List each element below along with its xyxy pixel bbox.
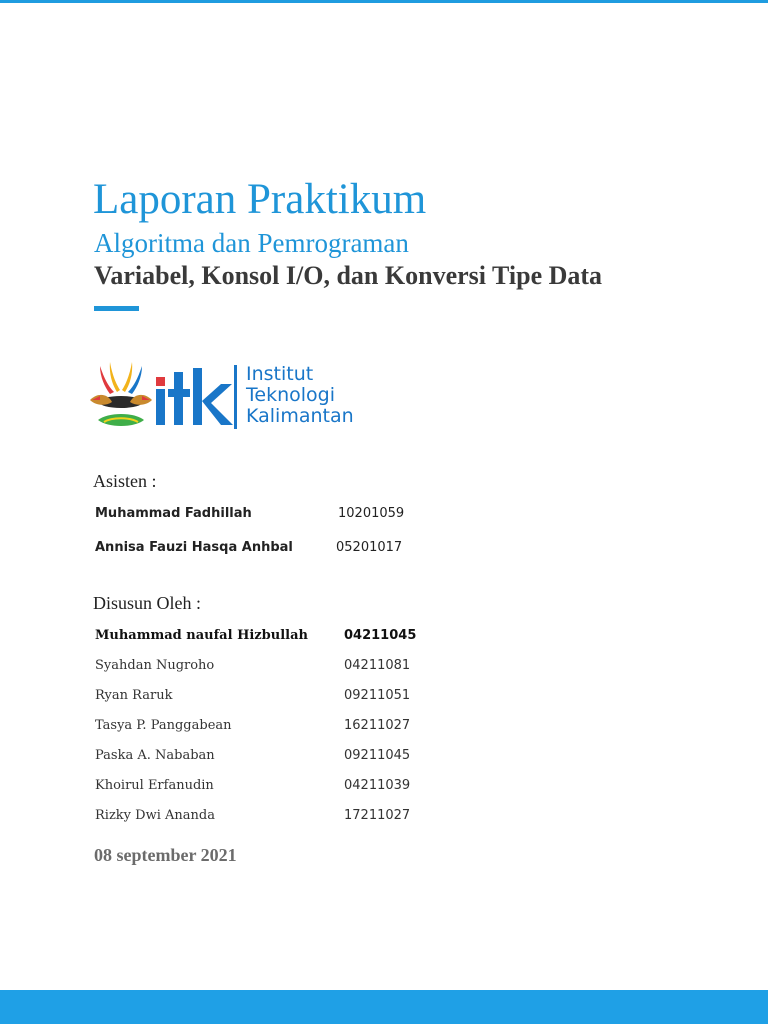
- author-name: Ryan Raruk: [95, 688, 173, 703]
- author-row: [95, 658, 435, 678]
- author-nim: 04211045: [344, 628, 417, 643]
- author-row: [95, 778, 435, 798]
- report-title: Laporan Praktikum: [93, 176, 427, 223]
- author-row: [95, 628, 435, 648]
- author-row: [95, 688, 435, 708]
- report-date: 08 september 2021: [94, 845, 237, 865]
- author-nim: 09211051: [344, 688, 411, 703]
- assistant-row: [95, 540, 435, 560]
- logo-line-teknologi: Teknologi: [246, 384, 335, 406]
- author-name: Tasya P. Panggabean: [95, 718, 232, 733]
- author-nim: 17211027: [344, 808, 411, 823]
- logo-divider: [234, 365, 237, 429]
- course-subtitle: Algoritma dan Pemrograman: [94, 228, 409, 258]
- itk-logo: [86, 356, 376, 438]
- author-row: [95, 718, 435, 738]
- accent-bar: [94, 306, 139, 311]
- author-nim: 04211081: [344, 658, 411, 673]
- author-name: Khoirul Erfanudin: [95, 778, 214, 793]
- assistant-name: Annisa Fauzi Hasqa Anhbal: [95, 540, 293, 555]
- top-border-line: [0, 0, 768, 3]
- author-name: Syahdan Nugroho: [95, 658, 215, 673]
- authors-title: Disusun Oleh :: [93, 593, 201, 613]
- author-name: Rizky Dwi Ananda: [95, 808, 215, 823]
- logo-line-institut: Institut: [246, 363, 314, 385]
- author-name: Muhammad naufal Hizbullah: [95, 628, 308, 643]
- assistant-name: Muhammad Fadhillah: [95, 506, 252, 521]
- itk-wordmark: [156, 368, 233, 425]
- assistant-nim: 05201017: [336, 540, 403, 555]
- author-name: Paska A. Nababan: [95, 748, 215, 763]
- author-nim: 09211045: [344, 748, 411, 763]
- author-row: [95, 748, 435, 768]
- assistant-nim: 10201059: [338, 506, 405, 521]
- itk-emblem-icon: [90, 362, 152, 426]
- author-nim: 04211039: [344, 778, 411, 793]
- bottom-band: [0, 990, 768, 1024]
- assistants-title: Asisten :: [93, 471, 157, 491]
- report-topic: Variabel, Konsol I/O, dan Konversi Tipe Data: [94, 261, 603, 290]
- logo-line-kalimantan: Kalimantan: [246, 405, 354, 427]
- author-row: [95, 808, 435, 828]
- author-nim: 16211027: [344, 718, 411, 733]
- assistant-row: [95, 506, 435, 526]
